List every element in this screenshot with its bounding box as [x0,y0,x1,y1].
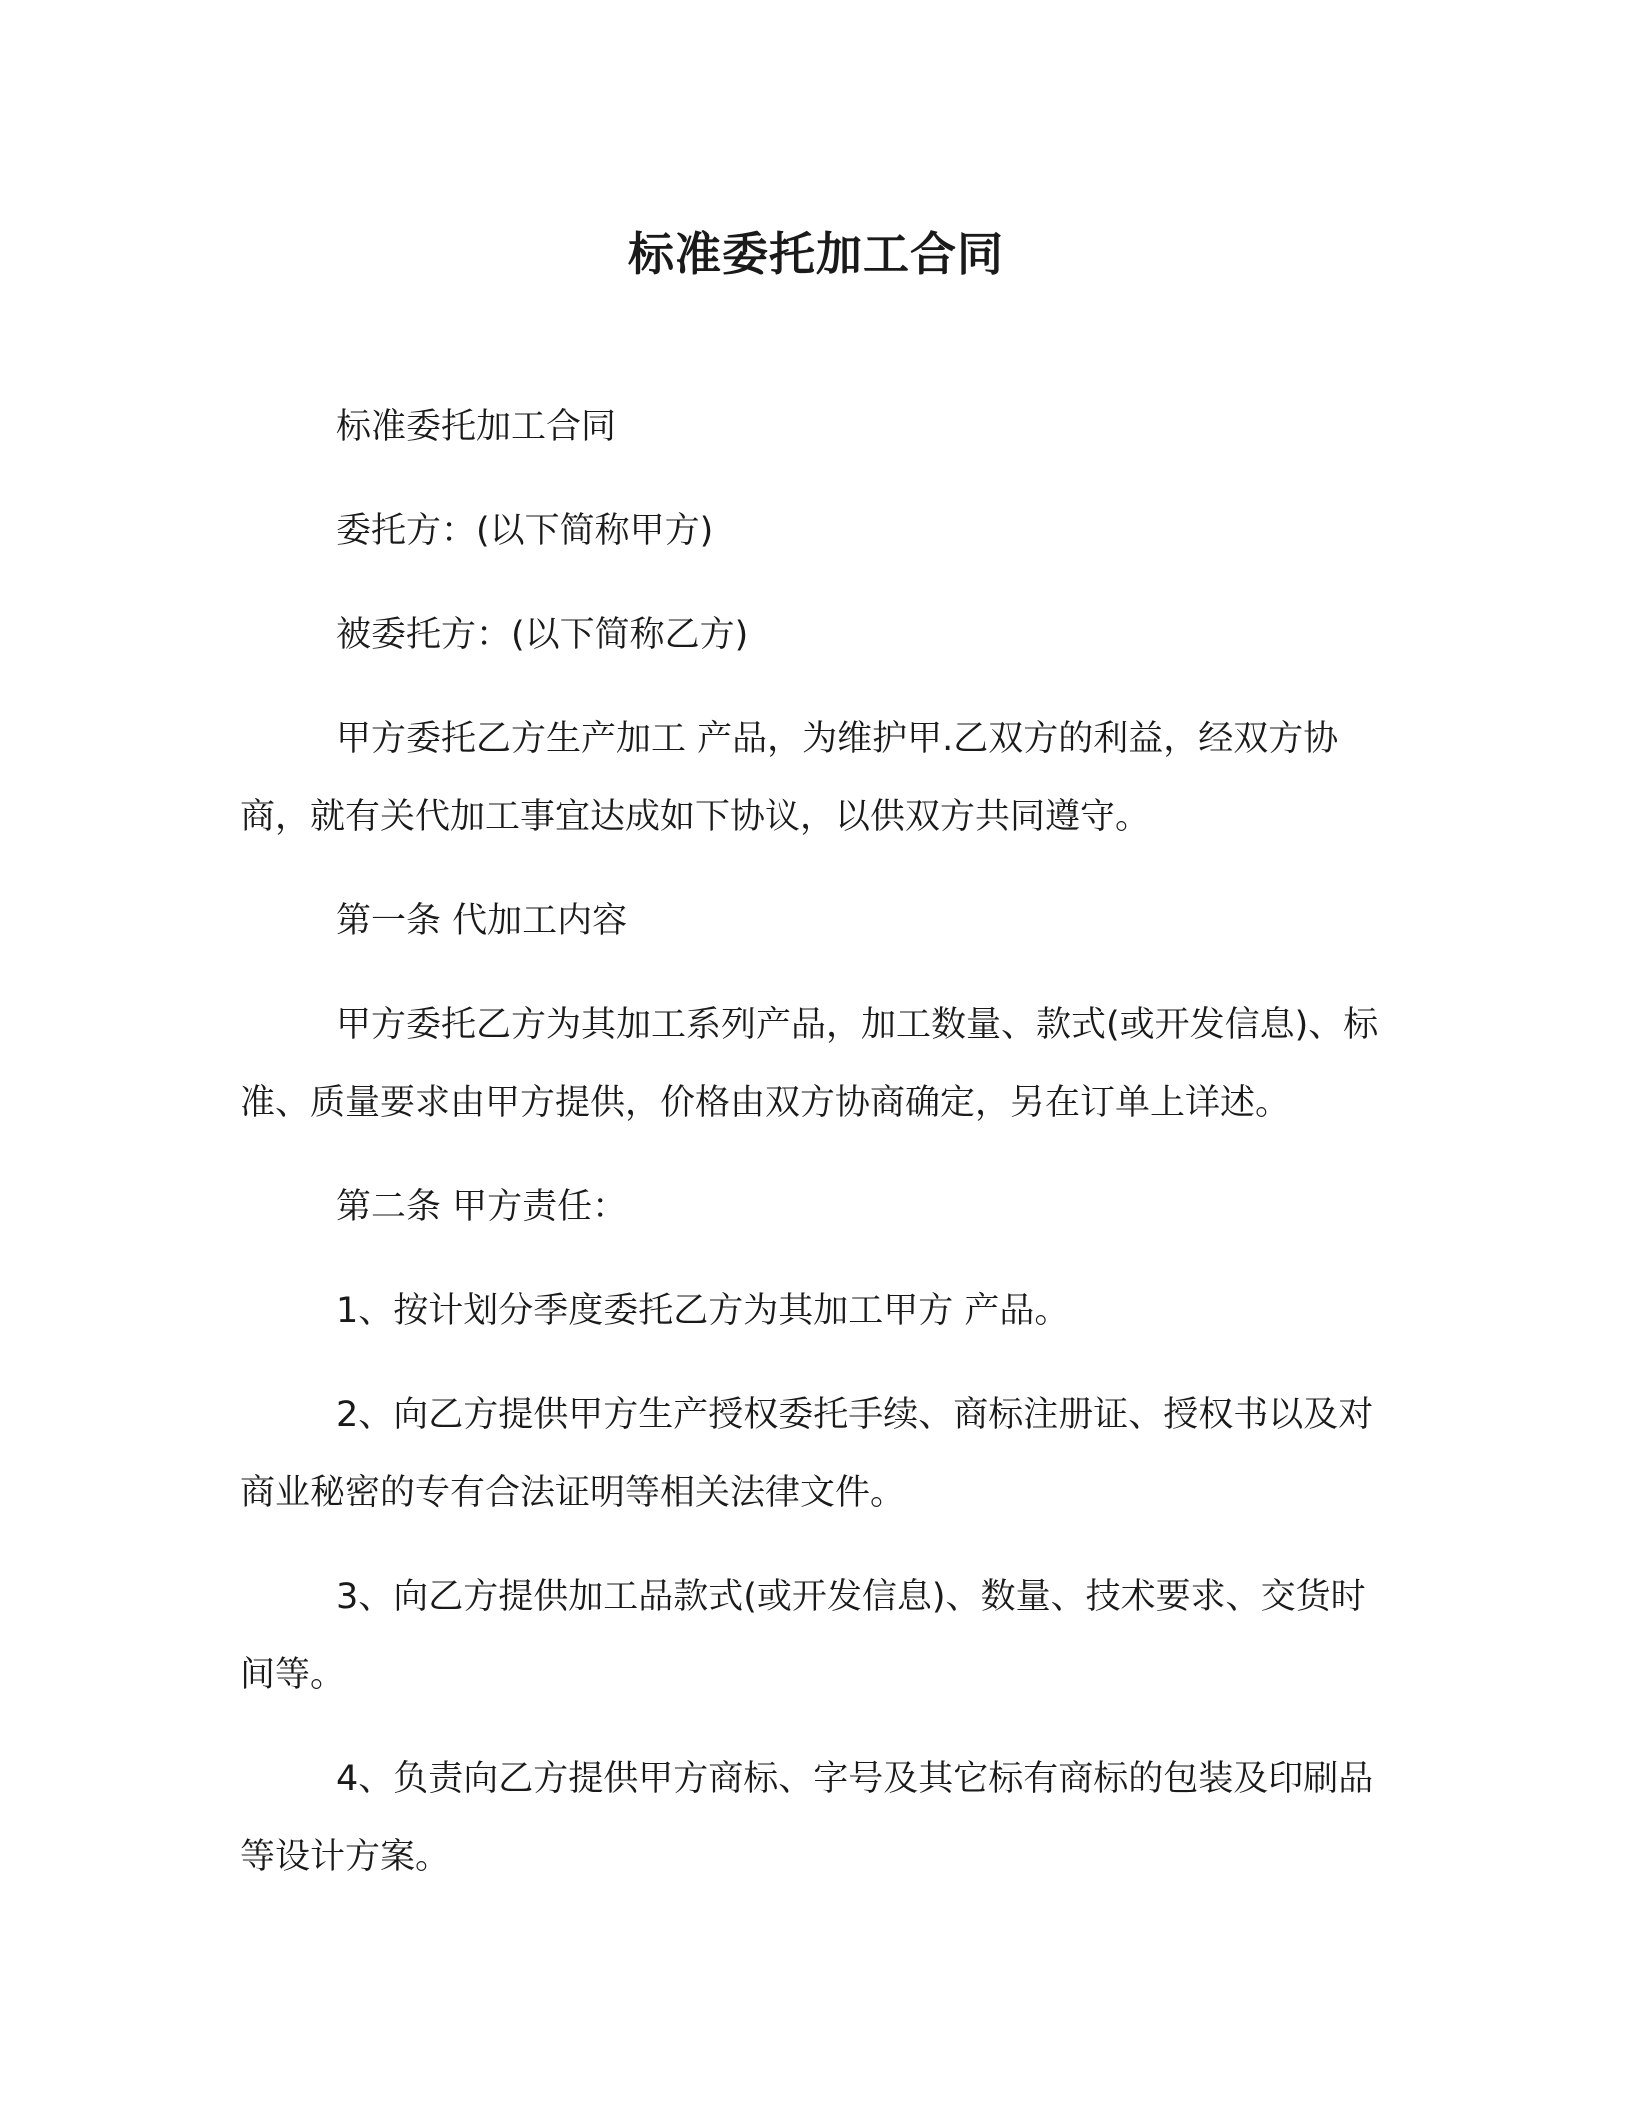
paragraph-heading: 标准委托加工合同 [336,407,617,447]
article-2-item-4: 4、负责向乙方提供甲方商标、字号及其它标有商标的包装及印刷品等设计方案。 [240,1759,1374,1877]
article-2-item-3: 3、向乙方提供加工品款式(或开发信息)、数量、技术要求、交货时间等。 [240,1577,1366,1695]
document-title: 标准委托加工合同 [628,227,1004,281]
paragraph-contractor: 被委托方：(以下简称乙方) [336,615,749,655]
article-2-item-2: 2、向乙方提供甲方生产授权委托手续、商标注册证、授权书以及对商业秘密的专有合法证明等相关法律文件。 [240,1395,1374,1513]
document-body [240,388,1380,1922]
article-1-heading: 第一条 代加工内容 [336,901,628,941]
article-2-item-1: 1、按计划分季度委托乙方为其加工甲方 产品。 [336,1291,1070,1331]
article-2-heading: 第二条 甲方责任： [336,1187,628,1227]
article-1-content: 甲方委托乙方为其加工系列产品，加工数量、款式(或开发信息)、标准、质量要求由甲方提供，价格由双方协商确定，另在订单上详述。 [240,1005,1379,1123]
paragraph-preamble: 甲方委托乙方生产加工 产品，为维护甲.乙双方的利益，经双方协商，就有关代加工事宜达成如下协议，以供双方共同遵守。 [240,719,1339,837]
paragraph-client: 委托方：(以下简称甲方) [336,511,714,551]
